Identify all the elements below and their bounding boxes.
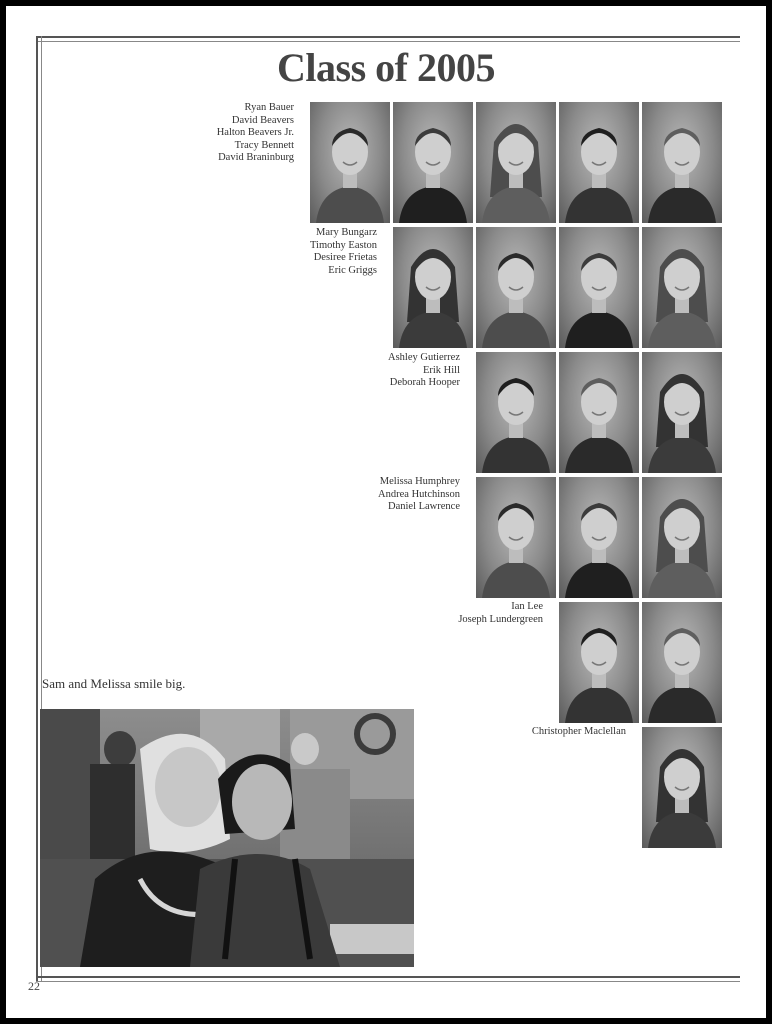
student-portrait bbox=[476, 227, 556, 348]
yearbook-page bbox=[6, 6, 766, 1018]
student-name: Tracy Bennett bbox=[234, 139, 294, 151]
name-list-row-6 bbox=[532, 726, 626, 739]
student-name: Joseph Lundergreen bbox=[458, 613, 543, 625]
student-portrait bbox=[642, 477, 722, 598]
name-list-row-5 bbox=[458, 601, 543, 626]
student-portrait bbox=[476, 102, 556, 223]
candid-caption: Sam and Melissa smile big. bbox=[42, 676, 186, 691]
frame-top-inner-rule bbox=[36, 41, 740, 42]
student-name: Mary Bungarz bbox=[316, 227, 377, 238]
student-portrait bbox=[393, 227, 473, 348]
student-portrait bbox=[642, 352, 722, 473]
student-name: Timothy Easton bbox=[310, 239, 377, 251]
candid-photo-art bbox=[40, 709, 414, 967]
student-name: Desiree Frietas bbox=[313, 252, 377, 264]
student-name: Deborah Hooper bbox=[389, 377, 460, 389]
student-portrait bbox=[642, 602, 722, 723]
student-name: Ian Lee bbox=[511, 601, 543, 612]
student-portrait bbox=[559, 602, 639, 723]
name-list-row-4 bbox=[378, 476, 460, 514]
name-list-row-1 bbox=[217, 102, 294, 165]
student-portrait bbox=[393, 102, 473, 223]
name-list-row-3 bbox=[388, 352, 460, 390]
student-name: Ryan Bauer bbox=[244, 102, 294, 113]
student-portrait bbox=[559, 227, 639, 348]
student-name: David Braninburg bbox=[218, 152, 294, 164]
student-name: Christopher Maclellan bbox=[531, 726, 626, 737]
student-portrait bbox=[476, 477, 556, 598]
name-list-row-2 bbox=[310, 227, 377, 277]
frame-bottom-inner-rule bbox=[36, 981, 740, 982]
student-portrait bbox=[559, 352, 639, 473]
student-portrait bbox=[559, 477, 639, 598]
student-name: Ashley Gutierrez bbox=[387, 352, 460, 363]
student-portrait bbox=[476, 352, 556, 473]
page-title: Class of 2005 bbox=[277, 45, 495, 90]
student-portrait bbox=[642, 227, 722, 348]
student-portrait bbox=[559, 102, 639, 223]
student-name: Melissa Humphrey bbox=[379, 476, 460, 487]
frame-left-rule bbox=[36, 36, 38, 982]
student-portrait bbox=[642, 727, 722, 848]
student-name: Eric Griggs bbox=[328, 264, 377, 276]
student-name: Daniel Lawrence bbox=[388, 501, 460, 513]
candid-photo bbox=[40, 709, 414, 967]
student-portrait bbox=[642, 102, 722, 223]
frame-bottom-rule bbox=[36, 976, 740, 978]
student-name: Erik Hill bbox=[422, 364, 460, 376]
student-name: David Beavers bbox=[231, 114, 294, 126]
student-name: Andrea Hutchinson bbox=[378, 488, 460, 500]
student-name: Halton Beavers Jr. bbox=[216, 127, 294, 139]
frame-top-rule bbox=[36, 36, 740, 38]
page-number: 22 bbox=[28, 979, 40, 993]
student-portrait bbox=[310, 102, 390, 223]
